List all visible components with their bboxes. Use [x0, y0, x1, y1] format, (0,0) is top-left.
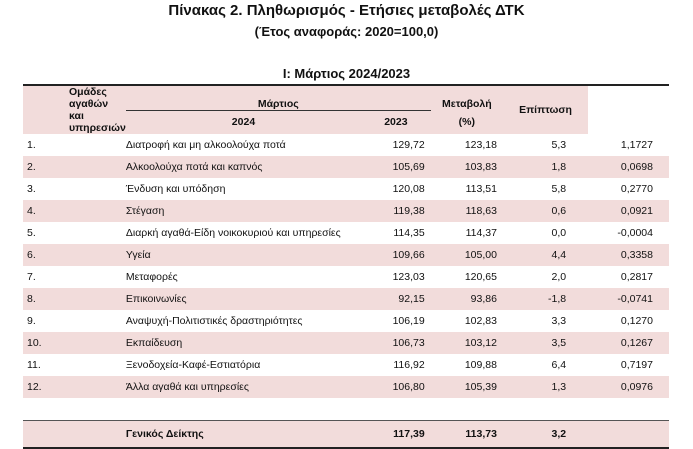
row-category: Άλλα αγαθά και υπηρεσίες	[126, 376, 361, 398]
row-impact: 0,1270	[620, 315, 653, 327]
row-category: Ένδυση και υπόδηση	[125, 183, 226, 195]
row-value-2023: 118,63	[431, 200, 503, 222]
row-category: Επικοινωνίες	[126, 288, 361, 310]
row-index: 4.	[23, 200, 126, 222]
table-row	[23, 156, 669, 178]
table-row	[23, 222, 669, 244]
header-category: Ομάδες αγαθών και υπηρεσιών	[23, 85, 126, 134]
table-title: Πίνακας 2. Πληθωρισμός - Ετήσιες μεταβολές ΔΤΚ	[168, 2, 525, 19]
row-change: 4,4	[503, 244, 588, 266]
row-impact: 0,7197	[620, 359, 653, 371]
table-row	[23, 310, 669, 332]
row-value-2023: 120,65	[464, 271, 497, 283]
row-value-2024: 123,03	[392, 271, 425, 283]
row-index: 6.	[23, 244, 126, 266]
row-change: 1,3	[503, 376, 588, 398]
table-row	[23, 200, 669, 222]
header-month: Μάρτιος	[126, 85, 431, 110]
row-value-2024: 120,08	[392, 183, 425, 195]
table-row	[23, 244, 669, 266]
spacer-cell	[23, 398, 669, 420]
row-index: 5.	[27, 227, 36, 239]
header-year-2024: 2024	[126, 110, 361, 134]
total-value-2024: 117,39	[361, 420, 431, 448]
row-change: 5,8	[551, 183, 567, 195]
row-change: 2,0	[551, 271, 567, 283]
row-category: Ξενοδοχεία-Καφέ-Εστιατόρια	[125, 359, 261, 371]
row-value-2023: 114,37	[465, 227, 497, 239]
row-impact: 0,1267	[588, 332, 669, 354]
table-header	[23, 85, 669, 134]
total-label: Γενικός Δείκτης	[126, 420, 361, 448]
row-category: Εκπαίδευση	[126, 332, 361, 354]
total-impact	[588, 420, 669, 448]
row-index: 9.	[27, 315, 36, 327]
table-body	[23, 134, 669, 448]
row-index: 10.	[23, 332, 126, 354]
row-change: 1,8	[503, 156, 588, 178]
row-index: 1.	[27, 139, 36, 151]
row-impact: 0,2817	[620, 271, 653, 283]
row-value-2024: 105,69	[361, 156, 431, 178]
row-value-2023: 105,39	[431, 376, 503, 398]
row-change: -1,8	[503, 288, 588, 310]
row-value-2023: 93,86	[431, 288, 503, 310]
total-index	[23, 420, 126, 448]
total-row	[23, 420, 669, 448]
row-value-2024: 106,19	[392, 315, 425, 327]
row-value-2023: 103,83	[431, 156, 503, 178]
row-value-2023: 109,88	[464, 359, 497, 371]
row-value-2023: 102,83	[464, 315, 497, 327]
row-change: 0,0	[551, 227, 567, 239]
row-change: 3,3	[551, 315, 567, 327]
table-row	[23, 288, 669, 310]
row-category: Διατροφή και μη αλκοολούχα ποτά	[125, 139, 286, 151]
row-category: Στέγαση	[126, 200, 361, 222]
row-index: 11.	[27, 359, 41, 371]
row-impact: -0,0741	[588, 288, 669, 310]
row-impact: -0,0004	[617, 227, 653, 239]
spacer-row	[23, 398, 669, 420]
row-value-2024: 114,35	[393, 227, 425, 239]
inflation-table	[23, 84, 669, 449]
row-category: Υγεία	[126, 244, 361, 266]
row-value-2024: 129,72	[392, 139, 425, 151]
row-value-2024: 116,92	[393, 359, 425, 371]
table-row	[23, 178, 669, 200]
row-change: 6,4	[551, 359, 567, 371]
row-value-2024: 119,38	[361, 200, 431, 222]
table-subtitle: (Έτος αναφοράς: 2020=100,0)	[254, 24, 439, 39]
row-change: 5,3	[551, 139, 567, 151]
row-index: 12.	[23, 376, 126, 398]
row-value-2024: 106,73	[361, 332, 431, 354]
section-heading: I: Μάρτιος 2024/2023	[282, 66, 411, 81]
row-impact: 0,0921	[588, 200, 669, 222]
row-impact: 1,1727	[620, 139, 653, 151]
table-row	[23, 332, 669, 354]
row-impact: 0,0976	[588, 376, 669, 398]
table-row	[23, 266, 669, 288]
row-value-2023: 123,18	[464, 139, 497, 151]
table-row	[23, 134, 669, 156]
row-value-2024: 92,15	[361, 288, 431, 310]
total-change: 3,2	[503, 420, 588, 448]
row-impact: 0,2770	[620, 183, 653, 195]
row-category: Μεταφορές	[125, 271, 178, 283]
table-row	[23, 376, 669, 398]
header-change: Μεταβολή	[431, 85, 503, 110]
row-category: Διαρκή αγαθά-Είδη νοικοκυριού και υπηρεσίες	[125, 227, 341, 239]
row-impact: 0,0698	[588, 156, 669, 178]
row-value-2023: 103,12	[431, 332, 503, 354]
row-index: 7.	[27, 271, 36, 283]
row-index: 8.	[23, 288, 126, 310]
row-impact: 0,3358	[588, 244, 669, 266]
row-change: 3,5	[503, 332, 588, 354]
row-index: 2.	[23, 156, 126, 178]
row-change: 0,6	[503, 200, 588, 222]
header-change-unit: (%)	[431, 110, 503, 134]
total-value-2023: 113,73	[431, 420, 503, 448]
row-category: Αλκοολούχα ποτά και καπνός	[126, 156, 361, 178]
row-category: Αναψυχή-Πολιτιστικές δραστηριότητες	[125, 315, 303, 327]
header-year-2023: 2023	[361, 110, 431, 134]
row-value-2023: 113,51	[465, 183, 497, 195]
row-index: 3.	[27, 183, 36, 195]
table-row	[23, 354, 669, 376]
row-value-2024: 109,66	[361, 244, 431, 266]
header-impact: Επίπτωση	[503, 85, 588, 134]
row-value-2024: 106,80	[361, 376, 431, 398]
row-value-2023: 105,00	[431, 244, 503, 266]
